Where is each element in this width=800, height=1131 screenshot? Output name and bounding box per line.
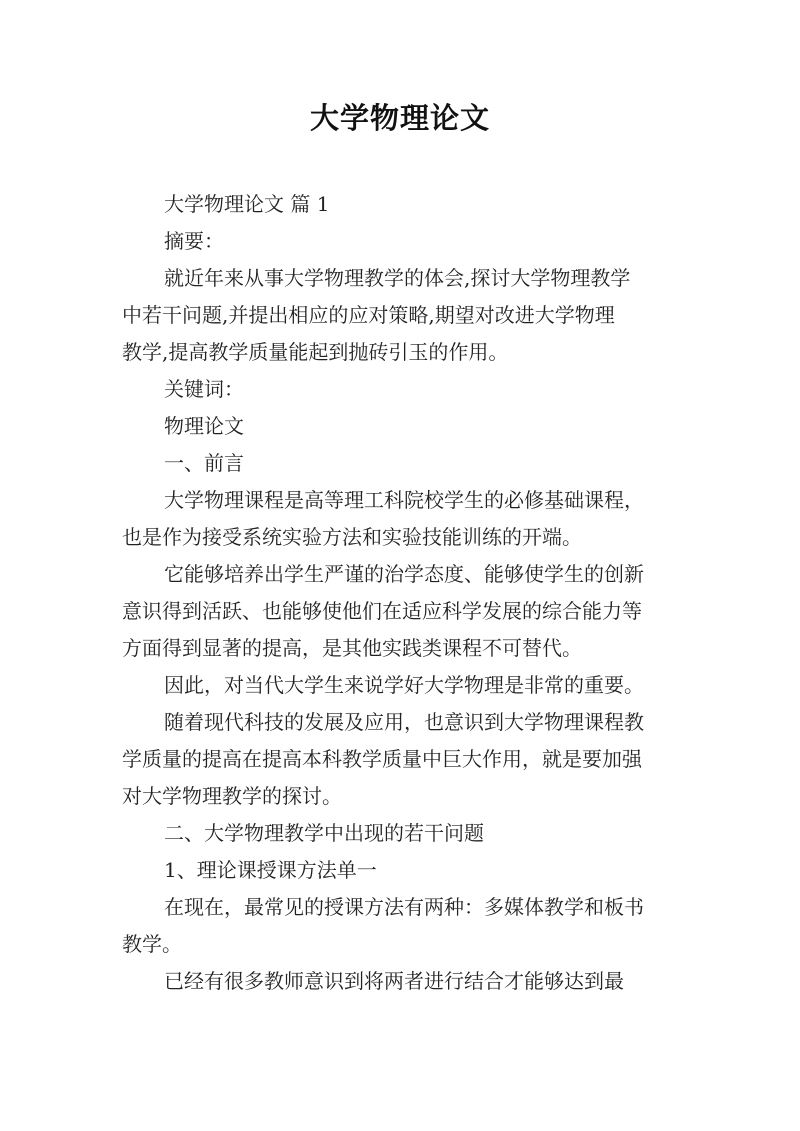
paragraph-line: 二、大学物理教学中出现的若干问题 [164,821,484,845]
paragraph-line: 中若干问题,并提出相应的应对策略,期望对改进大学物理 [122,303,615,327]
paragraph-line: 它能够培养出学生严谨的治学态度、能够使学生的创新 [164,562,644,586]
paragraph-line: 大学物理课程是高等理工科院校学生的必修基础课程， [164,488,644,512]
paragraph-line: 方面得到显著的提高，是其他实践类课程不可替代。 [122,636,582,660]
paragraph-line: 因此，对当代大学生来说学好大学物理是非常的重要。 [164,673,644,697]
document-body [122,186,692,1000]
paragraph-line: 对大学物理教学的探讨。 [122,784,342,808]
paragraph-line: 一、前言 [164,451,244,475]
paragraph-line: 也是作为接受系统实验方法和实验技能训练的开端。 [122,525,582,549]
paragraph-line: 关键词： [164,377,244,401]
paragraph-line: 摘要： [164,229,224,253]
paragraph-line: 大学物理论文 篇 1 [164,192,330,216]
paragraph-line: 已经有很多教师意识到将两者进行结合才能够达到最 [164,969,624,993]
paragraph-line: 就近年来从事大学物理教学的体会,探讨大学物理教学 [164,266,631,290]
paragraph-line: 学质量的提高在提高本科教学质量中巨大作用，就是要加强 [122,747,642,771]
paragraph-line: 1、理论课授课方法单一 [164,858,377,882]
paragraph-line: 意识得到活跃、也能够使他们在适应科学发展的综合能力等 [122,599,642,623]
paragraph-line: 教学,提高教学质量能起到抛砖引玉的作用。 [122,340,509,364]
document-title: 大学物理论文 [309,101,490,135]
paragraph-line: 物理论文 [164,414,244,438]
paragraph-line: 随着现代科技的发展及应用，也意识到大学物理课程教 [164,710,644,734]
paragraph-line: 教学。 [122,932,182,956]
paragraph-line: 在现在，最常见的授课方法有两种：多媒体教学和板书 [164,895,644,919]
